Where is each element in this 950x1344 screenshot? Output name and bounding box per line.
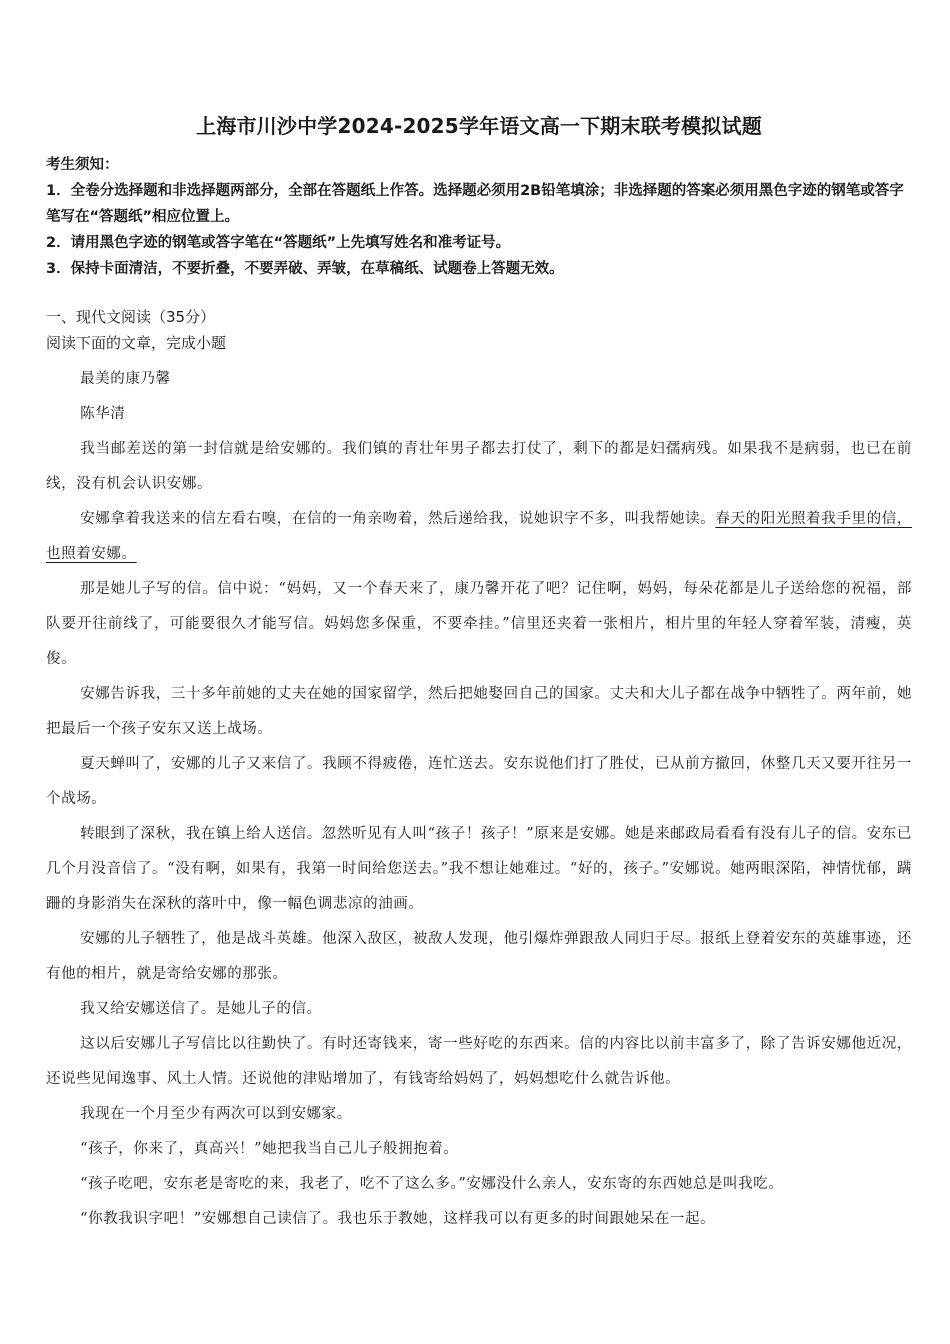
essay-author: 陈华清 xyxy=(80,406,126,422)
essay-paragraph: 我现在一个月至少有两次可以到安娜家。 xyxy=(80,1106,352,1122)
candidate-notice xyxy=(46,152,912,282)
essay-paragraph-text: 安娜拿着我送来的信左看右嗅，在信的一角亲吻着，然后递给我，说她识字不多，叫我帮她读。 xyxy=(80,511,716,527)
underlined-sentence: 春天的阳光照着我手里的信，也照着安娜。 xyxy=(46,511,912,562)
notice-item-1: 1．全卷分选择题和非选择题两部分，全部在答题纸上作答。选择题必须用2B铅笔填涂；非选择题的答案必须用黑色字迹的钢笔或答字笔写在“答题纸”相应位置上。 xyxy=(46,183,904,225)
notice-item-2: 2．请用黑色字迹的钢笔或答字笔在“答题纸”上先填写姓名和准考证号。 xyxy=(46,235,511,251)
essay-paragraph xyxy=(46,502,912,572)
essay-paragraph: 这以后安娜儿子写信比以往勤快了。有时还寄钱来，寄一些好吃的东西来。信的内容比以前丰富多了，除了告诉安娜他近况，还说些见闻逸事、风土人情。还说他的津贴增加了，有钱寄给妈妈了，妈妈想吃什么就告诉他。 xyxy=(46,1036,912,1087)
section-intro: 阅读下面的文章，完成小题 xyxy=(46,334,227,352)
essay-paragraph: 我又给安娜送信了。是她儿子的信。 xyxy=(80,1001,322,1017)
essay-paragraph: 夏天蝉叫了，安娜的儿子又来信了。我顾不得疲倦，连忙送去。安东说他们打了胜仗，已从前方撤回，休整几天又要开往另一个战场。 xyxy=(46,756,912,807)
exam-title: 上海市川沙中学2024-2025学年语文高一下期末联考模拟试题 xyxy=(196,114,762,138)
essay-paragraph: 那是她儿子写的信。信中说：“妈妈，又一个春天来了，康乃馨开花了吧？记住啊，妈妈，每朵花都是儿子送给您的祝福，部队要开往前线了，可能要很久才能写信。妈妈您多保重，不要牵挂。”信里还夹着一张相片，相片里的年轻人穿着军装，清瘦，英俊。 xyxy=(46,581,912,667)
essay-paragraph: “孩子，你来了，真高兴！”她把我当自己儿子般拥抱着。 xyxy=(80,1141,459,1157)
exam-page xyxy=(46,108,912,1237)
essay-title: 最美的康乃馨 xyxy=(80,371,171,387)
essay-paragraph: 转眼到了深秋，我在镇上给人送信。忽然听见有人叫“孩子！孩子！”原来是安娜。她是来邮政局看看有没有儿子的信。安东已几个月没音信了。“没有啊，如果有，我第一时间给您送去。”我不想让她难过。“好的，孩子。”安娜说。她两眼深陷，神情忧郁，蹒跚的身影消失在深秋的落叶中，像一幅色调悲凉的油画。 xyxy=(46,826,912,912)
essay-paragraph: 安娜的儿子牺牲了，他是战斗英雄。他深入敌区，被敌人发现，他引爆炸弹跟敌人同归于尽。报纸上登着安东的英雄事迹，还有他的相片，就是寄给安娜的那张。 xyxy=(46,931,912,982)
essay xyxy=(46,362,912,1237)
essay-paragraph: “你教我识字吧！”安娜想自己读信了。我也乐于教她，这样我可以有更多的时间跟她呆在一起。 xyxy=(80,1211,716,1227)
notice-heading: 考生须知： xyxy=(46,157,119,173)
essay-paragraph: 我当邮差送的第一封信就是给安娜的。我们镇的青壮年男子都去打仗了，剩下的都是妇孺病残。如果我不是病弱，也已在前线，没有机会认识安娜。 xyxy=(46,441,912,492)
section-heading: 一、现代文阅读（35分） xyxy=(46,308,216,326)
notice-item-3: 3．保持卡面清洁，不要折叠，不要弄破、弄皱，在草稿纸、试题卷上答题无效。 xyxy=(46,261,564,277)
essay-paragraph: “孩子吃吧，安东老是寄吃的来，我老了，吃不了这么多。”安娜没什么亲人，安东寄的东西她总是叫我吃。 xyxy=(80,1176,784,1192)
essay-paragraph: 安娜告诉我，三十多年前她的丈夫在她的国家留学，然后把她娶回自己的国家。丈夫和大儿子都在战争中牺牲了。两年前，她把最后一个孩子安东又送上战场。 xyxy=(46,686,912,737)
